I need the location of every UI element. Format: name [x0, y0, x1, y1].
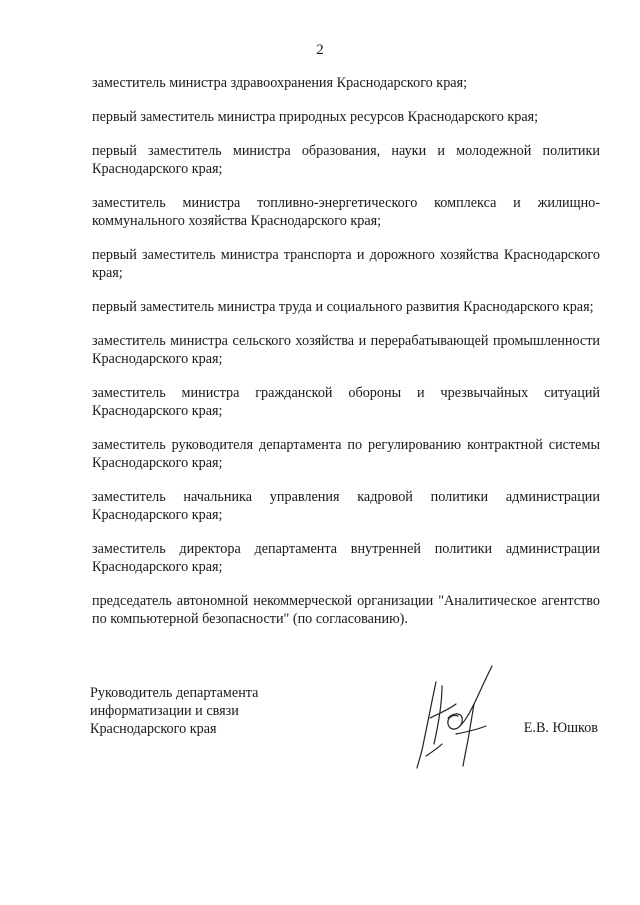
- list-item: заместитель директора департамента внутренней политики администрации Краснодарского края;: [92, 541, 600, 575]
- signatory-position: [90, 684, 258, 738]
- officials-list: [92, 74, 600, 628]
- list-item: заместитель министра гражданской обороны и чрезвычайных ситуаций Краснодарского края;: [92, 385, 600, 419]
- list-item: заместитель министра топливно-энергетического комплекса и жилищно-коммунального хозяйства Краснодарского края;: [92, 195, 600, 229]
- list-item: первый заместитель министра образования, науки и молодежной политики Краснодарского края;: [92, 143, 600, 177]
- list-item: заместитель руководителя департамента по регулированию контрактной системы Краснодарского края;: [92, 437, 600, 471]
- signatory-name: Е.В. Юшков: [523, 720, 598, 736]
- position-line: Руководитель департамента: [90, 685, 259, 701]
- list-item: заместитель начальника управления кадровой политики администрации Краснодарского края;: [92, 489, 600, 523]
- position-line: информатизации и связи: [90, 703, 239, 719]
- list-item: председатель автономной некоммерческой организации "Аналитическое агентство по компьютерной безопасности" (по согласованию).: [92, 593, 600, 627]
- list-item: первый заместитель министра труда и социального развития Краснодарского края;: [92, 299, 594, 315]
- list-item: заместитель министра здравоохранения Краснодарского края;: [92, 75, 468, 91]
- page-number: 2: [316, 42, 324, 58]
- list-item: заместитель министра сельского хозяйства и перерабатывающей промышленности Краснодарского края;: [92, 333, 600, 367]
- list-item: первый заместитель министра транспорта и дорожного хозяйства Краснодарского края;: [92, 247, 600, 281]
- list-item: первый заместитель министра природных ресурсов Краснодарского края;: [92, 109, 539, 125]
- position-line: Краснодарского края: [90, 721, 217, 737]
- handwritten-signature: [408, 660, 498, 770]
